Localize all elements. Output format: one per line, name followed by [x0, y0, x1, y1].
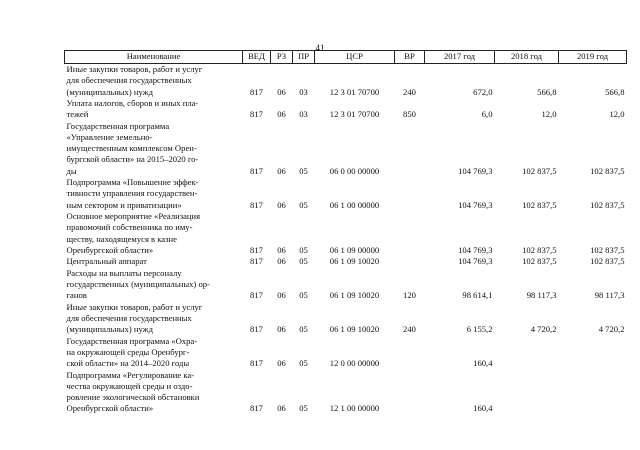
cell-2019: 566,8: [605, 86, 625, 97]
cell-ved: 817: [250, 324, 263, 335]
cell-vr: [395, 256, 425, 267]
cell-2019: 4 720,2: [598, 324, 625, 335]
cell-2018: 102 837,5: [522, 244, 557, 255]
cell-pr: 05: [299, 403, 308, 414]
cell-csr: 06 1 00 00000: [329, 199, 380, 210]
cell-name: Иные закупки товаров, работ и услуг для обеспечения государственных (муниципальных) нужд: [66, 64, 203, 97]
cell-2018: [495, 370, 559, 415]
cell-name: Государственная программа «Охра- на окружающей среды Оренбург- ской области» на 2014–2020 годы: [66, 335, 198, 369]
cell-rz: 06: [277, 165, 286, 176]
cell-ved: 817: [250, 358, 263, 369]
cell-2019: 102 837,5: [590, 199, 625, 210]
cell-2017: 104 769,3: [458, 256, 493, 267]
header-2019: 2019 год: [559, 51, 627, 64]
cell-2019: [559, 336, 627, 370]
cell-vr: 240: [403, 324, 416, 335]
cell-2017: 672,0: [473, 86, 493, 97]
header-rz: РЗ: [271, 51, 293, 64]
cell-csr: 12 0 00 00000: [329, 358, 380, 369]
header-2017: 2017 год: [425, 51, 495, 64]
cell-2019: 12,0: [609, 109, 625, 120]
cell-2017: 104 769,3: [458, 244, 493, 255]
cell-rz: 06: [277, 199, 286, 210]
cell-csr: 12 3 01 70700: [329, 86, 380, 97]
cell-name: Уплата налогов, сборов и иных пла- тежей: [66, 98, 199, 120]
cell-pr: 03: [299, 86, 308, 97]
cell-vr: [395, 121, 425, 177]
cell-2019: [559, 370, 627, 415]
cell-rz: 06: [277, 324, 286, 335]
cell-name: Иные закупки товаров, работ и услуг для обеспечения государственных (муниципальных) нужд: [66, 301, 203, 335]
cell-ved: 817: [250, 290, 263, 301]
cell-2019: 102 837,5: [590, 165, 625, 176]
header-pr: ПР: [293, 51, 315, 64]
cell-vr: [395, 177, 425, 211]
cell-rz: 06: [277, 109, 286, 120]
cell-rz: 06: [277, 244, 286, 255]
cell-rz: 06: [277, 290, 286, 301]
cell-vr: 850: [403, 109, 416, 120]
cell-2018: 12,0: [541, 109, 557, 120]
header-csr: ЦСР: [315, 51, 395, 64]
cell-pr: 05: [299, 358, 308, 369]
cell-2017: 98 614,1: [462, 290, 493, 301]
cell-2018: 566,8: [537, 86, 557, 97]
cell-vr: 240: [403, 86, 416, 97]
table-row: [65, 64, 627, 99]
table-row: [65, 302, 627, 336]
cell-ved: 817: [250, 165, 263, 176]
table-row: [65, 98, 627, 121]
cell-name: Государственная программа «Управление земельно- имущественным комплексом Орен- бургской области» на 2015–2020 го- ды: [66, 120, 199, 176]
cell-ved: 817: [250, 244, 263, 255]
cell-pr: 05: [299, 324, 308, 335]
header-2018: 2018 год: [495, 51, 559, 64]
cell-rz: 06: [277, 256, 286, 267]
cell-csr: 06 1 09 10020: [329, 290, 380, 301]
cell-2018: 4 720,2: [530, 324, 557, 335]
cell-rz: 06: [277, 358, 286, 369]
cell-2018: 102 837,5: [522, 256, 557, 267]
cell-name: Подпрограмма «Регулирование ка- чества окружающей среды и оздо- ровление экологической обстановки Оренбургской области»: [66, 369, 200, 414]
header-ved: ВЕД: [243, 51, 271, 64]
table-row: [65, 268, 627, 302]
cell-2019: 102 837,5: [590, 244, 625, 255]
cell-vr: [395, 211, 425, 256]
cell-csr: 06 1 09 10020: [329, 324, 380, 335]
cell-name: Расходы на выплаты персоналу государственных (муниципальных) ор- ганов: [66, 267, 210, 301]
cell-rz: 06: [277, 86, 286, 97]
cell-2017: 160,4: [473, 403, 493, 414]
cell-rz: 06: [277, 403, 286, 414]
cell-ved: 817: [250, 199, 263, 210]
cell-csr: 12 1 00 00000: [329, 403, 380, 414]
cell-name: Подпрограмма «Повышение эффек- тивности управления государствен- ным сектором и приватизации»: [66, 177, 199, 210]
header-name: Наименование: [65, 51, 243, 64]
cell-2018: 102 837,5: [522, 165, 557, 176]
cell-2018: [495, 336, 559, 370]
cell-2019: 102 837,5: [590, 256, 625, 267]
cell-2017: 104 769,3: [458, 199, 493, 210]
cell-name: Центральный аппарат: [66, 256, 147, 267]
cell-pr: 05: [299, 244, 308, 255]
cell-pr: 05: [299, 256, 308, 267]
cell-ved: 817: [250, 403, 263, 414]
cell-2017: 6,0: [481, 109, 493, 120]
cell-csr: 06 1 09 10020: [329, 256, 380, 267]
table-row: [65, 121, 627, 177]
budget-table: [64, 50, 627, 415]
cell-2017: 104 769,3: [458, 165, 493, 176]
cell-2018: 98 117,3: [526, 290, 557, 301]
cell-vr: [395, 336, 425, 370]
cell-2019: 98 117,3: [594, 290, 625, 301]
cell-ved: 817: [250, 86, 263, 97]
cell-csr: 06 1 09 00000: [329, 244, 380, 255]
page-number: 41: [315, 43, 325, 53]
table-row: [65, 211, 627, 256]
cell-name: Основное мероприятие «Реализация правомочий собственника по иму- ществу, находящемуся в казне Оренбургской области»: [66, 211, 201, 255]
cell-ved: 817: [250, 109, 263, 120]
cell-csr: 06 0 00 00000: [329, 165, 380, 176]
cell-vr: [395, 370, 425, 415]
cell-2017: 160,4: [473, 358, 493, 369]
table-row: [65, 256, 627, 267]
cell-pr: 05: [299, 165, 308, 176]
table-row: [65, 370, 627, 415]
cell-pr: 03: [299, 109, 308, 120]
table-row: [65, 177, 627, 211]
header-row: [65, 51, 627, 64]
cell-2017: 6 155,2: [466, 324, 493, 335]
cell-2018: 102 837,5: [522, 199, 557, 210]
table-row: [65, 336, 627, 370]
cell-pr: 05: [299, 290, 308, 301]
cell-ved: 817: [250, 256, 263, 267]
cell-vr: 120: [403, 290, 416, 301]
cell-pr: 05: [299, 199, 308, 210]
cell-csr: 12 3 01 70700: [329, 109, 380, 120]
header-vr: ВР: [395, 51, 425, 64]
